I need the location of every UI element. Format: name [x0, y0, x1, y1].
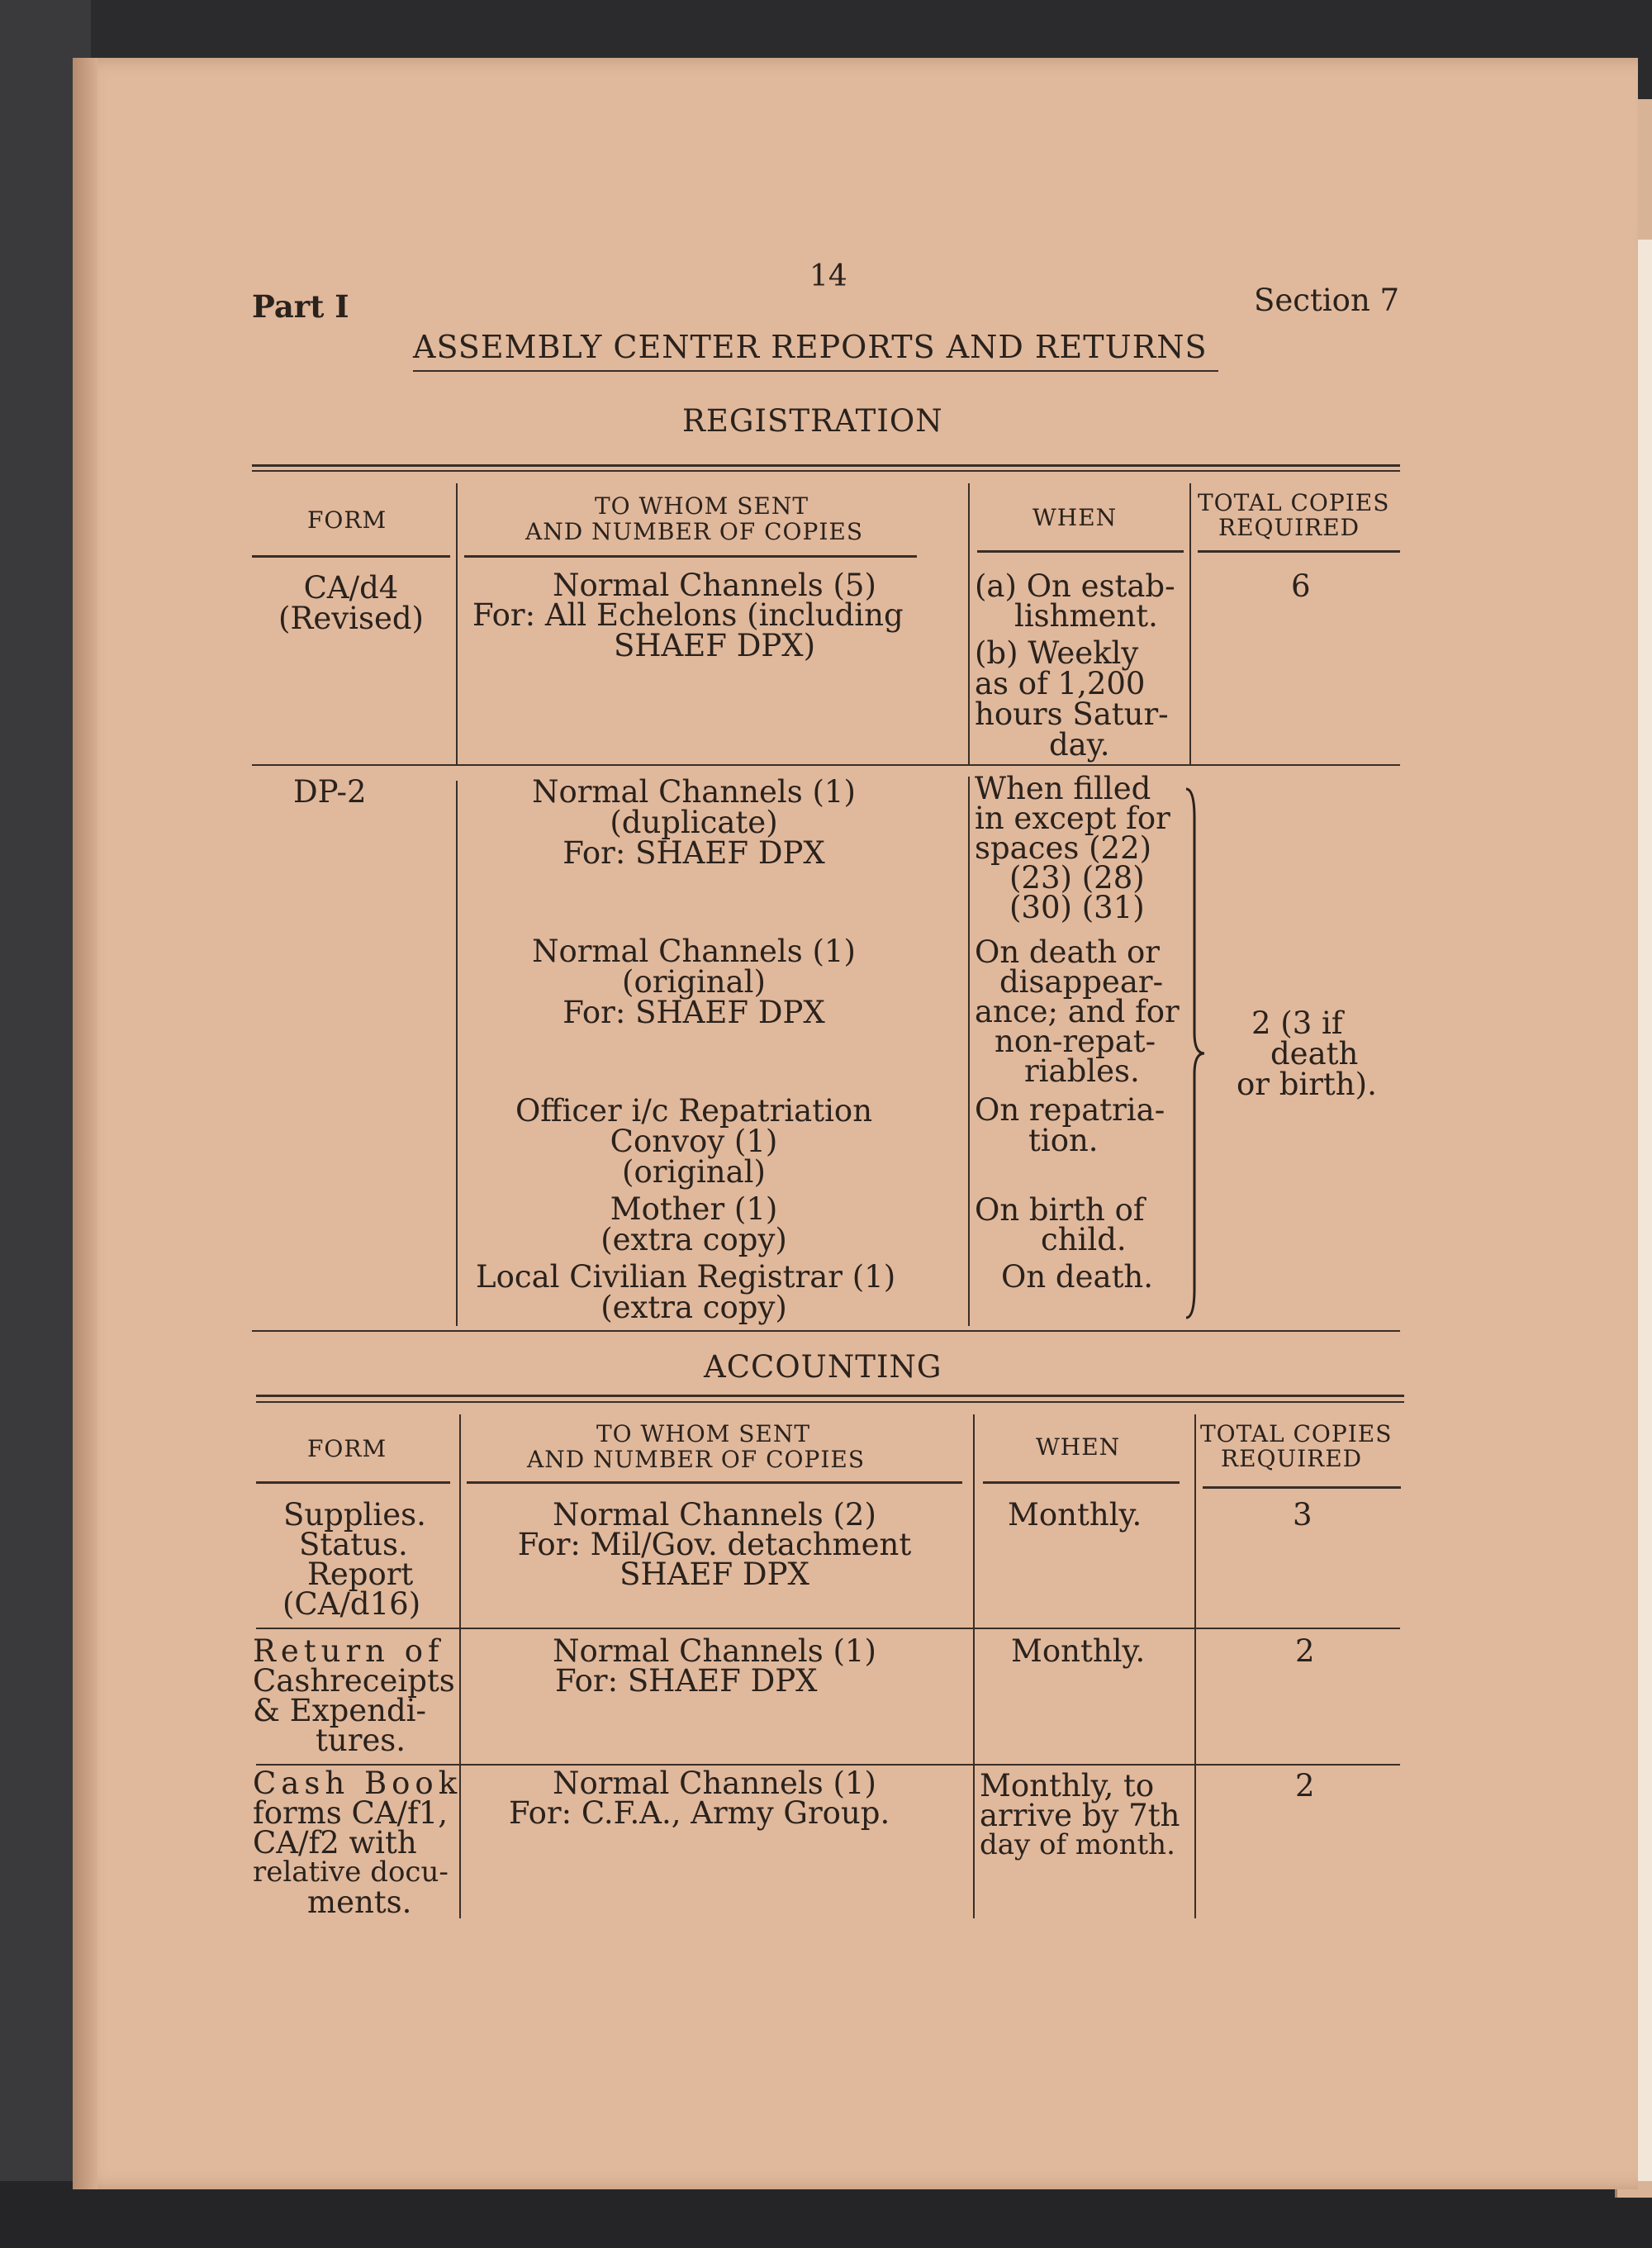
- reg-row2-when-3: spaces (22): [975, 830, 1152, 866]
- reg-vline-1: [456, 483, 458, 764]
- acc-row3-when-3: day of month.: [980, 1828, 1175, 1861]
- acc-row1-form-2: Status.: [299, 1527, 408, 1562]
- registration-top-rule: [252, 464, 1400, 467]
- reg-row2-when-14: child.: [1041, 1222, 1127, 1257]
- reg-col-required: REQUIRED: [1218, 514, 1360, 541]
- reg-row1-form-2: (Revised): [278, 601, 424, 636]
- reg-col-to-whom: TO WHOM SENT: [595, 492, 809, 520]
- acc-row2-form-1: Return of: [253, 1633, 444, 1669]
- reg-row2-to-12: Local Civilian Registrar (1): [476, 1259, 896, 1295]
- reg-header-rule-when: [977, 550, 1184, 553]
- reg-row2-to-5: (original): [622, 964, 766, 1000]
- reg-row2-when-10: riables.: [1024, 1053, 1140, 1089]
- reg-row1-when-6: day.: [1049, 727, 1110, 763]
- acc-vline-2: [973, 1414, 975, 1918]
- registration-heading: REGISTRATION: [682, 403, 943, 439]
- acc-row1-when: Monthly.: [1008, 1497, 1142, 1533]
- reg-row1-when-5: hours Satur-: [975, 696, 1169, 732]
- acc-row2-form-3: & Expendi-: [253, 1693, 427, 1728]
- background-bottom: [0, 2181, 1652, 2248]
- acc-row1-to-1: Normal Channels (2): [553, 1497, 876, 1533]
- acc-row3-form-1: Cash Book: [253, 1766, 463, 1801]
- reg-row2-to-11: (extra copy): [601, 1222, 787, 1257]
- reg-row1-form-1: CA/d4: [303, 570, 399, 606]
- reg-col-form: FORM: [307, 506, 387, 534]
- reg-row1-to-2: For: All Echelons (including: [472, 597, 904, 633]
- acc-row3-when-1: Monthly, to: [980, 1768, 1155, 1804]
- registration-top-rule-2: [252, 470, 1400, 472]
- reg-row1-total: 6: [1291, 568, 1311, 604]
- reg-row2-to-4: Normal Channels (1): [532, 934, 856, 969]
- reg-row2-when-2: in except for: [975, 801, 1170, 836]
- reg-row2-when-5: (30) (31): [1009, 890, 1145, 925]
- acc-row3-form-3: CA/f2 with: [253, 1825, 417, 1861]
- acc-row1-divider: [256, 1628, 1400, 1629]
- reg-row1-when-1: (a) On estab-: [975, 568, 1175, 604]
- reg-row1-to-3: SHAEF DPX): [613, 628, 816, 663]
- acc-col-when: WHEN: [1036, 1433, 1121, 1461]
- reg-vline-3: [1189, 483, 1191, 764]
- reg-row2-when-8: ance; and for: [975, 994, 1180, 1029]
- acc-row3-form-4: relative docu-: [253, 1856, 449, 1889]
- acc-vline-1: [459, 1414, 461, 1918]
- acc-row3-total: 2: [1295, 1768, 1315, 1804]
- acc-row2-form-4: tures.: [316, 1723, 406, 1758]
- reg-row2-when-11: On repatria-: [975, 1092, 1165, 1128]
- reg-row2-total-3: or birth).: [1237, 1067, 1377, 1102]
- acc-row2-to-1: Normal Channels (1): [553, 1633, 876, 1669]
- part-label: Part I: [252, 288, 349, 325]
- reg-row2-when-7: disappear-: [999, 964, 1164, 1000]
- acc-row1-to-3: SHAEF DPX: [620, 1556, 809, 1592]
- acc-header-rule-when: [983, 1481, 1180, 1484]
- reg-row2-when-4: (23) (28): [1009, 860, 1145, 896]
- reg-row2-when-9: non-repat-: [995, 1024, 1156, 1059]
- reg-row2-when-15: On death.: [1001, 1259, 1154, 1295]
- reg-row2-to-1: Normal Channels (1): [532, 774, 856, 810]
- reg-row2-form: DP-2: [293, 774, 367, 810]
- reg-row2-to-9: (original): [622, 1154, 766, 1190]
- reg-header-rule-form: [252, 555, 450, 558]
- reg-row2-to-3: For: SHAEF DPX: [563, 835, 825, 871]
- acc-header-rule-form: [256, 1481, 450, 1484]
- reg-col-total: TOTAL COPIES: [1198, 489, 1390, 516]
- reg-row2-total-1: 2 (3 if: [1251, 1005, 1343, 1041]
- reg-row2-when-12: tion.: [1028, 1123, 1099, 1158]
- reg-col-copies: AND NUMBER OF COPIES: [525, 518, 864, 545]
- acc-row3-to-1: Normal Channels (1): [553, 1766, 876, 1801]
- acc-row1-form-4: (CA/d16): [282, 1586, 421, 1622]
- reg-row1-when-3: (b) Weekly: [975, 635, 1139, 671]
- acc-col-copies: AND NUMBER OF COPIES: [527, 1446, 866, 1473]
- reg-col-when: WHEN: [1032, 504, 1118, 531]
- acc-col-total: TOTAL COPIES: [1200, 1420, 1393, 1447]
- reg-row1-divider: [252, 764, 1400, 766]
- acc-row2-total: 2: [1295, 1633, 1315, 1669]
- reg-row2-to-8: Convoy (1): [610, 1124, 778, 1159]
- reg-row2-total-2: death: [1270, 1036, 1359, 1072]
- acc-row2-form-2: Cashreceipts: [253, 1663, 455, 1699]
- reg-vline-2: [968, 483, 970, 764]
- reg-row2-to-13: (extra copy): [601, 1290, 787, 1325]
- acc-row3-to-2: For: C.F.A., Army Group.: [509, 1795, 890, 1831]
- page-title: ASSEMBLY CENTER REPORTS AND RETURNS: [413, 329, 1208, 365]
- acc-row3-form-2: forms CA/f1,: [253, 1795, 448, 1831]
- reg-row2-when-1: When filled: [975, 771, 1151, 806]
- reg-header-rule-towhom: [464, 555, 917, 558]
- acc-row2-when: Monthly.: [1011, 1633, 1146, 1669]
- reg-row2-to-6: For: SHAEF DPX: [563, 995, 825, 1030]
- acc-header-rule-total: [1203, 1486, 1401, 1489]
- reg-row2-to-10: Mother (1): [610, 1191, 778, 1227]
- acc-row1-total: 3: [1293, 1497, 1313, 1533]
- reg-row2-vline-1: [456, 781, 458, 1326]
- accounting-heading: ACCOUNTING: [704, 1349, 942, 1385]
- reg-row2-to-2: (duplicate): [610, 805, 778, 840]
- reg-row1-when-4: as of 1,200: [975, 666, 1146, 701]
- accounting-top-rule-2: [256, 1401, 1404, 1403]
- title-underline: [413, 370, 1218, 372]
- acc-row1-form-3: Report: [307, 1556, 414, 1592]
- reg-row1-when-2: lishment.: [1014, 598, 1158, 634]
- acc-col-to-whom: TO WHOM SENT: [596, 1420, 811, 1447]
- accounting-top-rule: [256, 1395, 1404, 1397]
- section-label: Section 7: [1254, 283, 1400, 318]
- reg-row2-to-7: Officer i/c Repatriation: [515, 1093, 873, 1129]
- acc-col-form: FORM: [307, 1435, 387, 1462]
- reg-row2-when-6: On death or: [975, 934, 1160, 970]
- reg-header-rule-total: [1198, 550, 1400, 553]
- reg-row1-to-1: Normal Channels (5): [553, 568, 876, 603]
- reg-row2-when-13: On birth of: [975, 1192, 1145, 1228]
- page-spine: [73, 58, 97, 2189]
- registration-bottom-rule: [252, 1330, 1400, 1332]
- acc-row3-when-2: arrive by 7th: [980, 1798, 1180, 1833]
- acc-row3-form-5: ments.: [307, 1884, 412, 1920]
- acc-row2-to-2: For: SHAEF DPX: [555, 1663, 818, 1699]
- acc-col-required: REQUIRED: [1221, 1445, 1363, 1472]
- acc-vline-3: [1194, 1414, 1196, 1918]
- acc-row1-form-1: Supplies.: [283, 1497, 426, 1533]
- acc-row1-to-2: For: Mil/Gov. detachment: [517, 1527, 912, 1562]
- page-number: 14: [809, 259, 847, 293]
- reg-row2-vline-2: [968, 777, 970, 1326]
- acc-header-rule-towhom: [467, 1481, 962, 1484]
- curly-brace-icon: [1183, 785, 1208, 1322]
